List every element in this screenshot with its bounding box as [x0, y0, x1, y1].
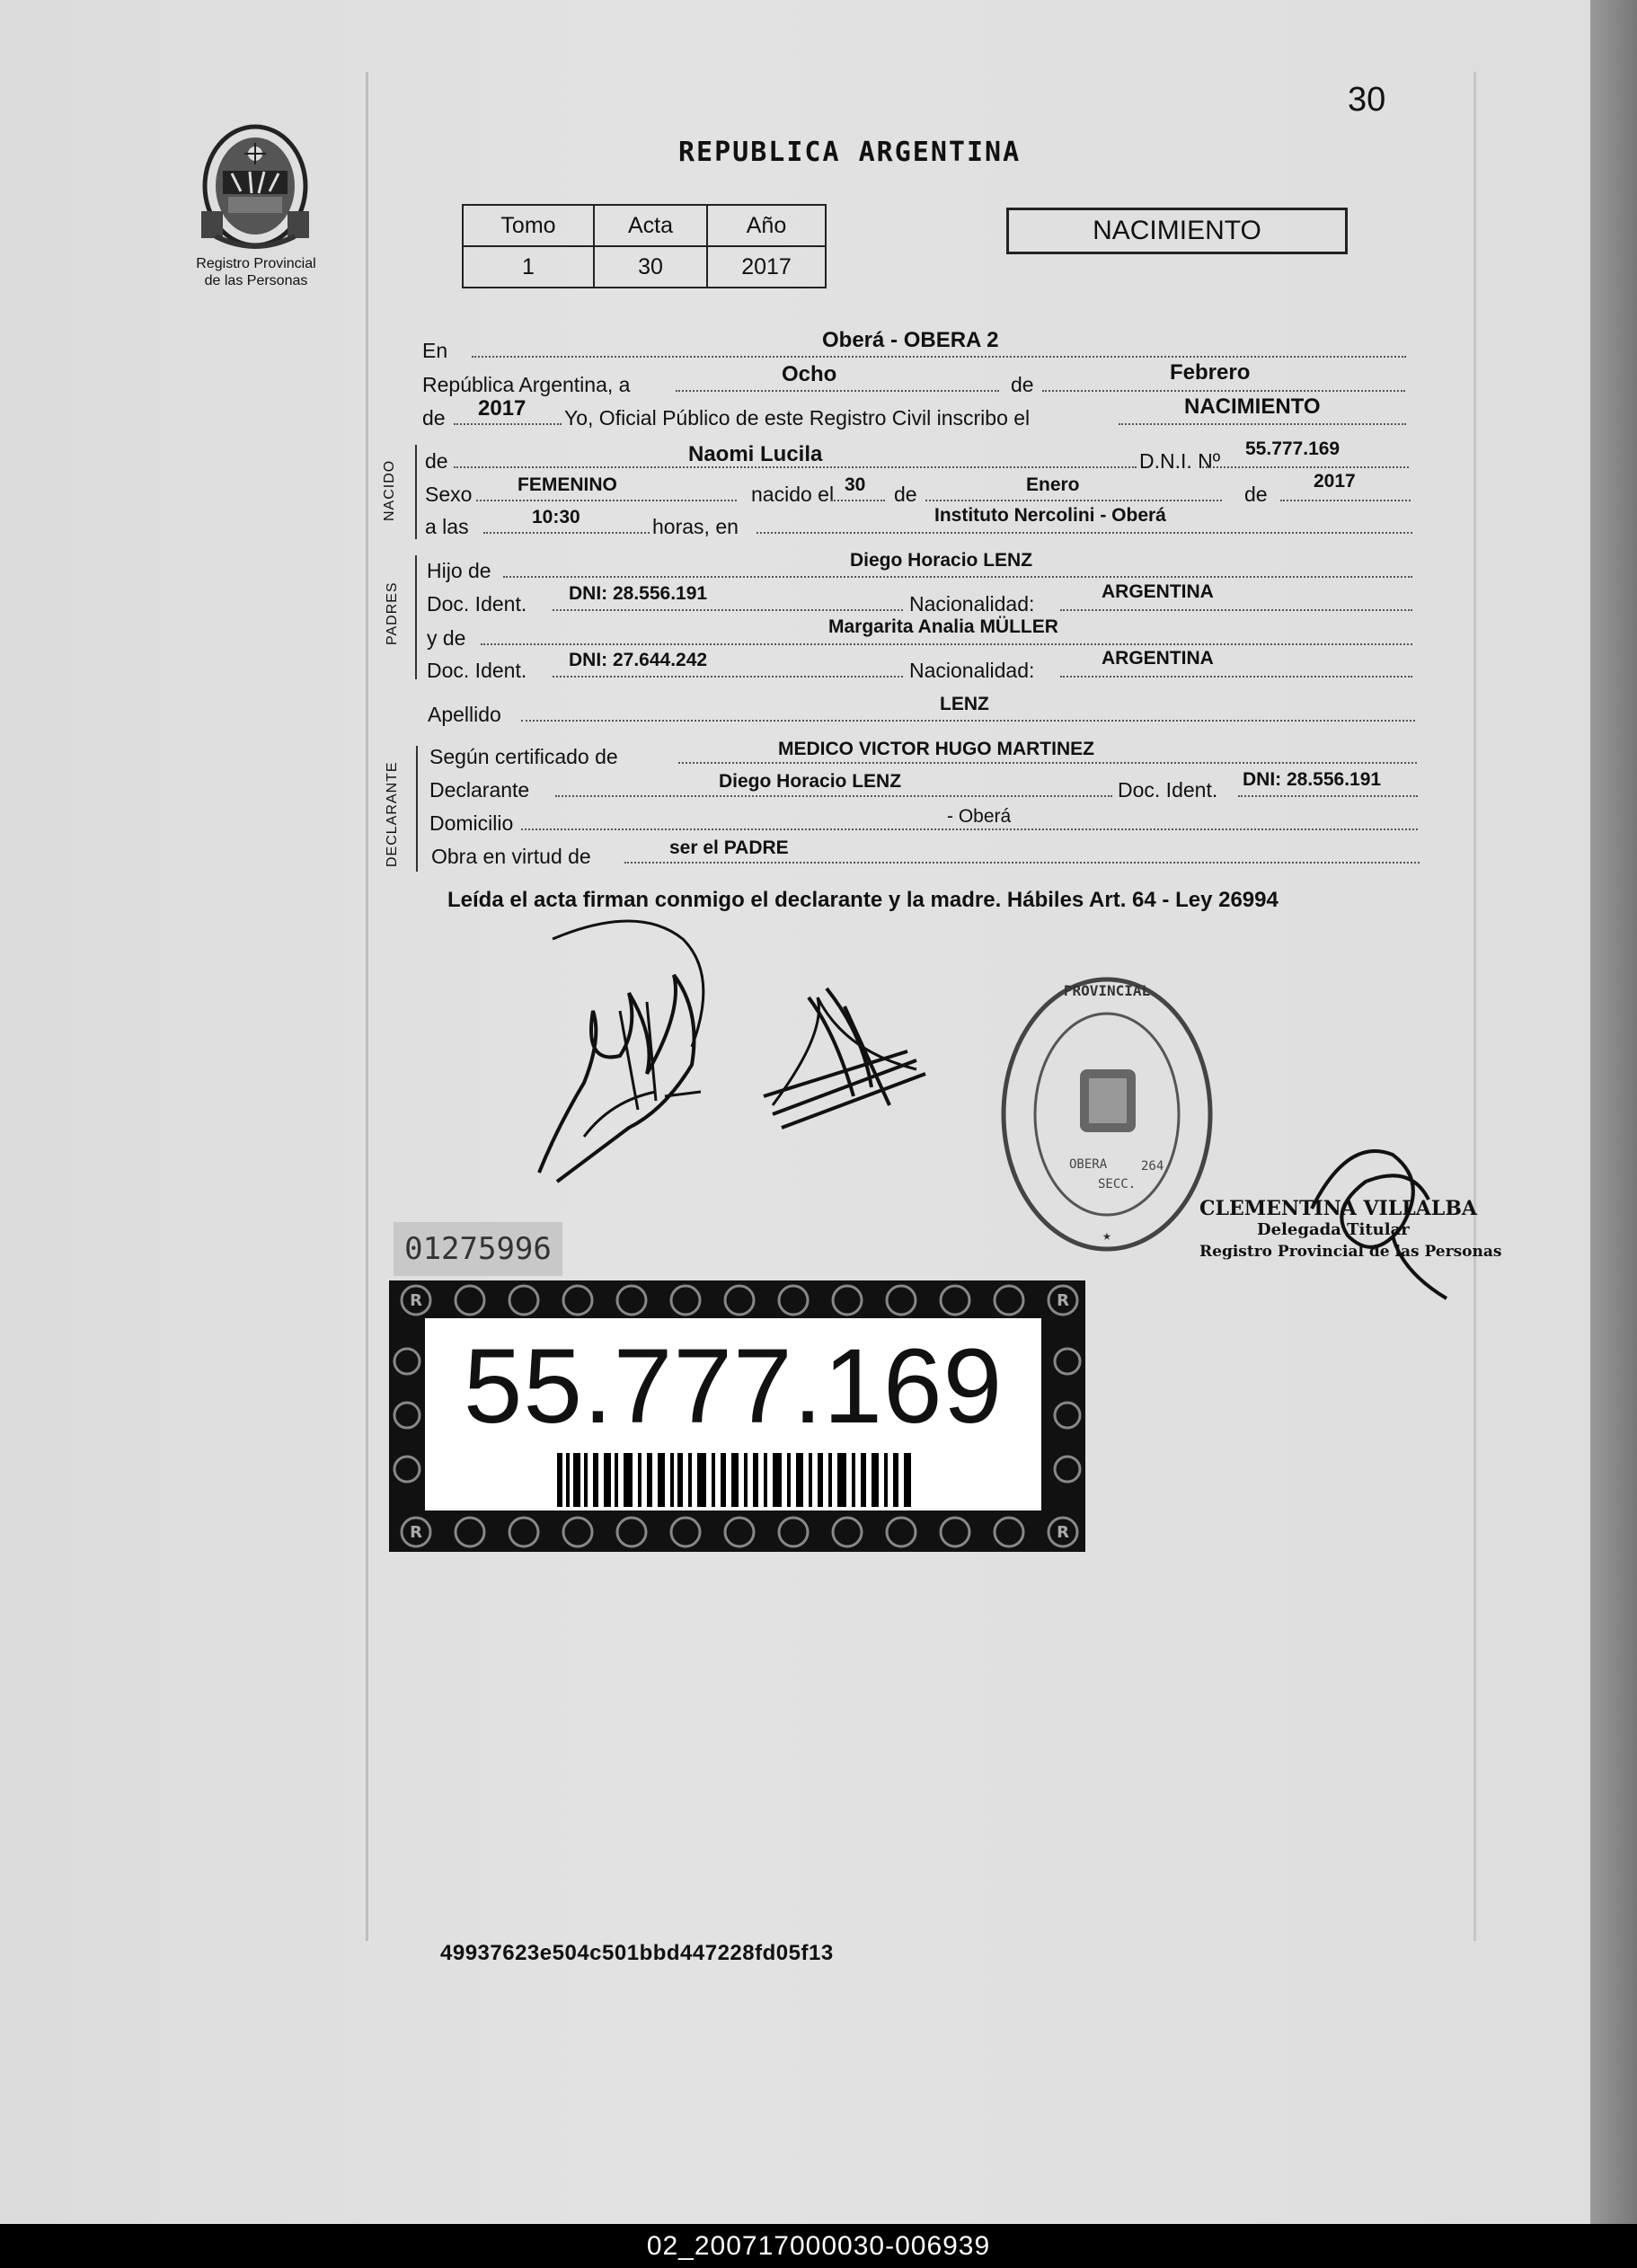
signatory-office: Registro Provincial de las Personas [1199, 1243, 1502, 1261]
value-father: Diego Horacio LENZ [850, 550, 1033, 571]
value-sex: FEMENINO [518, 474, 617, 495]
dotted-line [1042, 390, 1405, 392]
svg-text:★: ★ [1102, 1227, 1111, 1244]
value-dni: 55.777.169 [1245, 439, 1341, 459]
label-de-birth-year: de [1244, 483, 1268, 506]
meta-value-acta: 30 [594, 246, 707, 288]
act-type-box: NACIMIENTO [1006, 208, 1348, 254]
closing-statement: Leída el acta firman conmigo el declarante y la madre. Hábiles Art. 64 - Ley 26994 [447, 888, 1279, 912]
signature-scribble [530, 903, 728, 1200]
security-sticker [389, 1280, 1085, 1552]
dotted-line [481, 643, 1412, 645]
value-capacity: ser el PADRE [669, 837, 789, 858]
dotted-line [831, 500, 885, 501]
value-address: - Oberá [947, 806, 1012, 827]
dotted-line [925, 500, 1222, 501]
value-surname: LENZ [940, 694, 989, 714]
record-meta-table [462, 204, 827, 288]
dotted-line [503, 576, 1412, 578]
sticker-number: 55.777.169 [463, 1327, 1004, 1446]
value-month: Febrero [1170, 360, 1251, 385]
serial-number: 01275996 [394, 1222, 562, 1276]
value-name: Naomi Lucila [688, 442, 823, 466]
barcode-icon [557, 1453, 916, 1507]
section-label-nacido: NACIDO [382, 459, 397, 521]
dotted-line [678, 762, 1417, 764]
label-en: En [422, 339, 448, 362]
label-nacionalidad-1: Nacionalidad: [909, 592, 1035, 616]
value-birth-year: 2017 [1314, 471, 1356, 492]
sticker-pattern-letter: R [1057, 1291, 1069, 1310]
label-domicilio: Domicilio [429, 811, 514, 835]
meta-value-anio: 2017 [707, 246, 826, 288]
label-segun-certificado: Según certificado de [429, 745, 618, 768]
sticker-label [425, 1318, 1041, 1511]
section-label-padres: PADRES [385, 581, 400, 645]
svg-text:PROVINCIAL: PROVINCIAL [1063, 982, 1151, 999]
dotted-line [483, 532, 650, 534]
label-dni: D.N.I. Nº [1139, 449, 1221, 473]
label-obra-en-virtud: Obra en virtud de [431, 845, 591, 868]
dotted-line [476, 500, 737, 501]
value-place: Oberá - OBERA 2 [822, 328, 999, 352]
label-horas-en: horas, en [652, 515, 739, 538]
section-bracket [416, 746, 418, 872]
dotted-line [555, 795, 1112, 797]
signatory-block [1199, 1198, 1501, 1262]
file-footer-bar [0, 2224, 1637, 2268]
registry-caption [166, 255, 346, 289]
value-father-doc: DNI: 28.556.191 [569, 583, 708, 604]
sticker-pattern-letter: R [410, 1523, 422, 1542]
value-certificate: MEDICO VICTOR HUGO MARTINEZ [778, 739, 1094, 759]
dotted-line [454, 423, 562, 425]
label-de-birth-month: de [894, 483, 917, 506]
value-act: NACIMIENTO [1184, 394, 1321, 419]
registry-caption-line: Registro Provincial [196, 256, 316, 271]
label-doc-ident-1: Doc. Ident. [427, 592, 527, 616]
dotted-line [521, 720, 1415, 722]
value-year: 2017 [478, 396, 526, 421]
label-de-year: de [422, 406, 446, 430]
dotted-line [1238, 795, 1418, 797]
value-birth-place: Instituto Nercolini - Oberá [934, 505, 1166, 526]
dotted-line [553, 609, 903, 611]
document-hash: 49937623e504c501bbd447228fd05f13 [440, 1941, 834, 1965]
value-birth-time: 10:30 [532, 507, 580, 527]
label-nacido-el: nacido el [751, 483, 835, 506]
label-republica: República Argentina, a [422, 373, 631, 396]
value-mother-doc: DNI: 27.644.242 [569, 650, 708, 670]
signature-scribble [755, 979, 934, 1141]
svg-text:SECC.: SECC. [1098, 1177, 1137, 1192]
value-declarant: Diego Horacio LENZ [719, 771, 902, 792]
value-mother-nationality: ARGENTINA [1102, 648, 1214, 669]
svg-text:OBERA: OBERA [1069, 1157, 1108, 1172]
meta-header-acta: Acta [594, 205, 707, 246]
label-doc-ident-2: Doc. Ident. [427, 659, 527, 682]
meta-value-tomo: 1 [463, 246, 594, 288]
dotted-line [553, 676, 903, 678]
signatory-name: CLEMENTINA VILLALBA [1199, 1197, 1477, 1220]
dotted-line [676, 390, 999, 392]
value-birth-day: 30 [845, 474, 866, 495]
dotted-line [1202, 466, 1409, 468]
meta-header-tomo: Tomo [463, 205, 594, 246]
section-label-declarante: DECLARANTE [385, 761, 400, 867]
label-sexo: Sexo [425, 483, 473, 506]
label-oficial: Yo, Oficial Público de este Registro Civil inscribo el [564, 406, 1031, 430]
dotted-line [1119, 423, 1406, 425]
svg-text:264: 264 [1141, 1159, 1164, 1174]
section-bracket [415, 445, 417, 539]
label-apellido: Apellido [428, 703, 501, 726]
label-declarante: Declarante [429, 778, 530, 802]
value-day: Ocho [782, 362, 837, 386]
label-doc-ident-3: Doc. Ident. [1118, 778, 1218, 802]
label-a-las: a las [425, 515, 469, 538]
meta-header-anio: Año [707, 205, 826, 246]
value-father-nationality: ARGENTINA [1102, 581, 1214, 602]
registry-caption-line: de las Personas [204, 273, 308, 288]
dotted-line [1060, 609, 1412, 611]
label-hijo-de: Hijo de [427, 559, 491, 582]
dotted-line [1060, 676, 1412, 678]
label-y-de: y de [427, 626, 466, 650]
margin-line-right [1473, 72, 1476, 1941]
page-edge [1590, 0, 1637, 2224]
section-bracket [415, 555, 417, 679]
value-birth-month: Enero [1026, 474, 1080, 495]
label-nacionalidad-2: Nacionalidad: [909, 659, 1035, 682]
signatory-role: Delegada Titular [1257, 1220, 1410, 1239]
dotted-line [624, 862, 1420, 864]
label-de-month: de [1011, 373, 1034, 396]
dotted-line [521, 828, 1418, 830]
dotted-line [1280, 500, 1411, 501]
value-mother: Margarita Analia MÜLLER [828, 616, 1058, 637]
value-declarant-doc: DNI: 28.556.191 [1243, 769, 1382, 790]
page-number: 30 [1348, 81, 1386, 119]
sticker-pattern-letter: R [410, 1291, 422, 1310]
label-de-name: de [425, 449, 448, 473]
province-emblem-icon [196, 121, 314, 256]
official-seal-icon [997, 970, 1217, 1258]
document-title: REPUBLICA ARGENTINA [678, 137, 1022, 168]
sticker-pattern-letter: R [1057, 1523, 1069, 1542]
file-footer-text: 02_200717000030-006939 [646, 2231, 991, 2261]
dotted-line [472, 356, 1406, 358]
margin-line-left [366, 72, 368, 1941]
dotted-line [757, 532, 1412, 534]
